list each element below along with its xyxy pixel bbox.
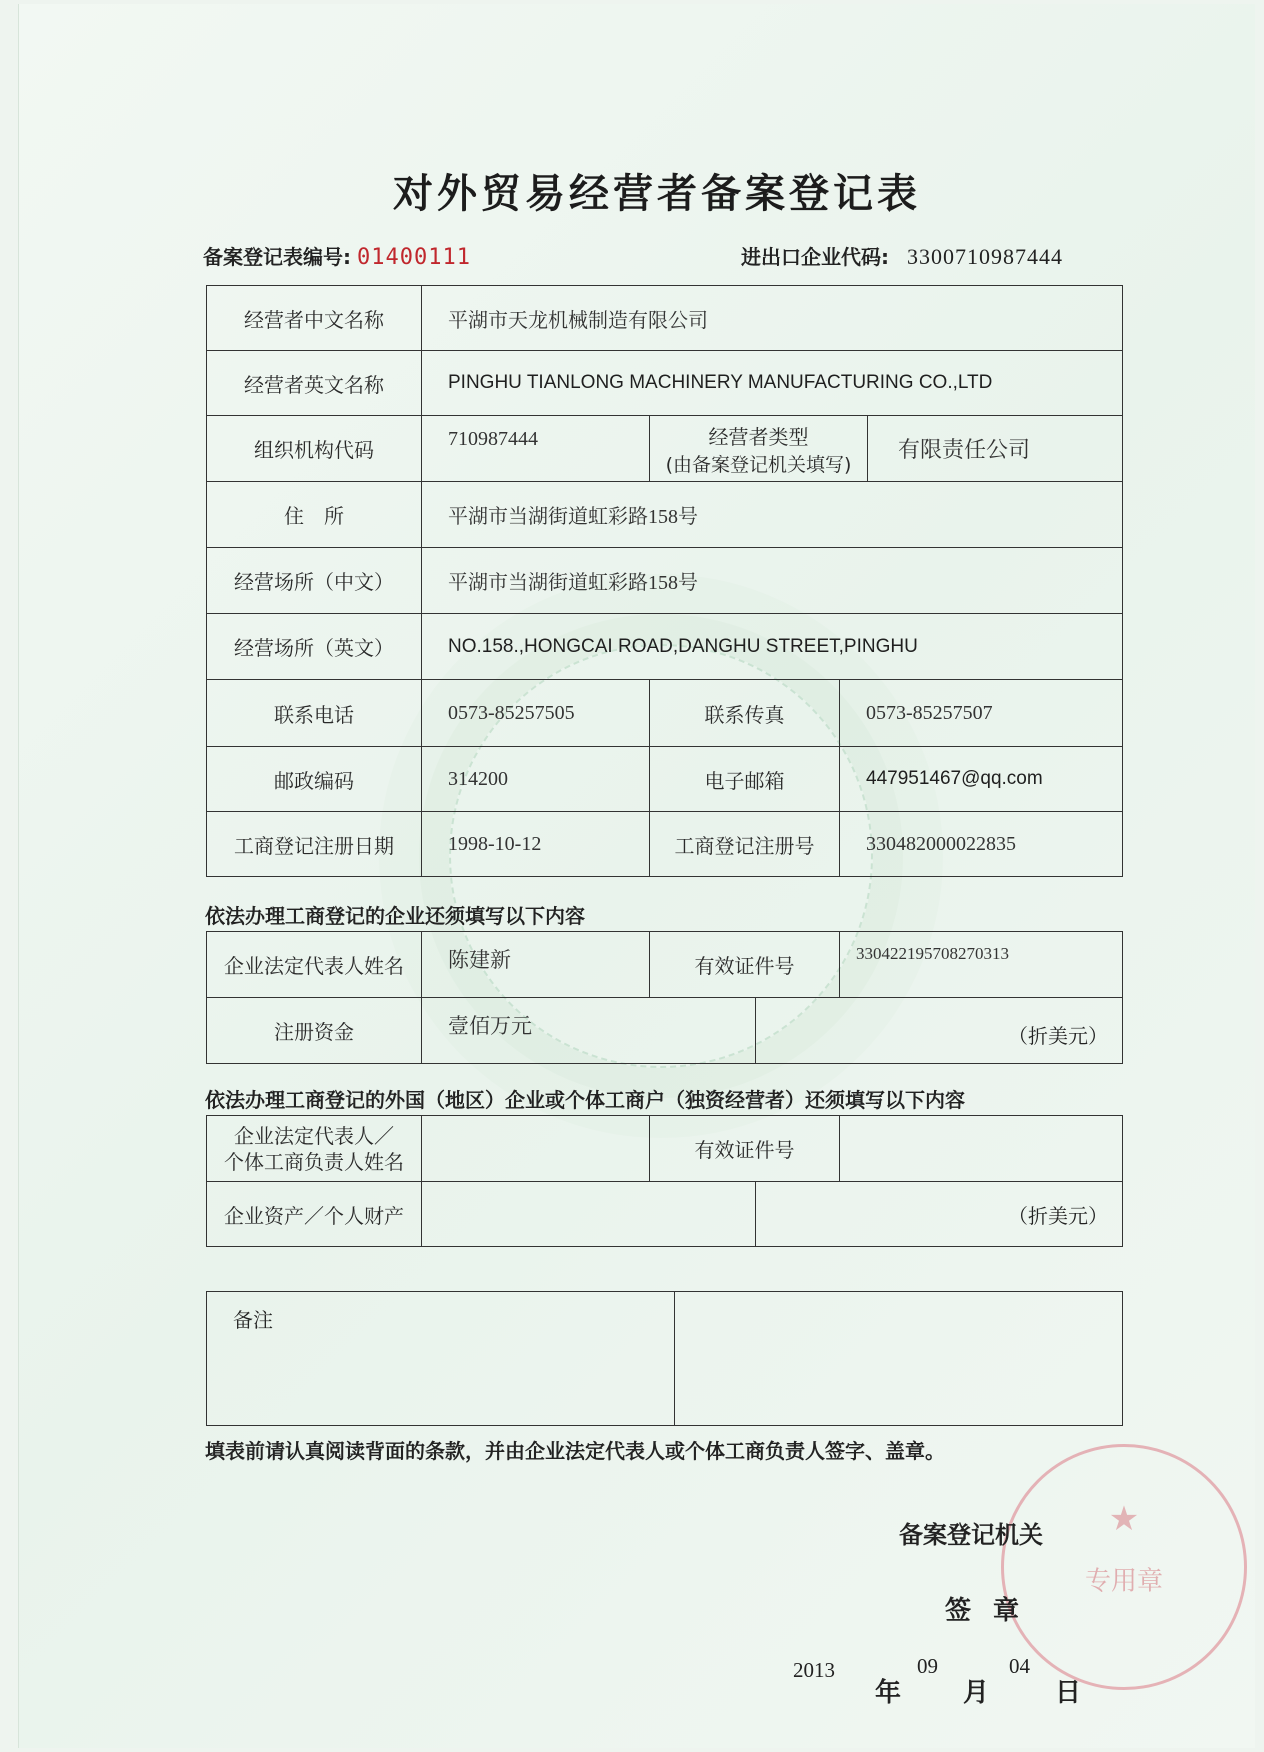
foreign-id-value (840, 1116, 1123, 1182)
reg-number (203, 241, 471, 270)
date-month: 09 (917, 1654, 938, 1678)
assets-label: 企业资产／个人财产 (207, 1182, 422, 1247)
en-name-value: PINGHU TIANLONG MACHINERY MANUFACTURING CO.,LTD (422, 351, 1123, 416)
date-day-unit: 日 (1055, 1678, 1082, 1708)
section-title-foreign: 依法办理工商登记的外国（地区）企业或个体工商户（独资经营者）还须填写以下内容 (205, 1088, 965, 1112)
email-label: 电子邮箱 (650, 747, 840, 812)
legal-rep-label: 企业法定代表人姓名 (207, 932, 422, 998)
reg-number-value: 01400111 (357, 245, 471, 270)
en-name-label: 经营者英文名称 (207, 351, 422, 416)
footer-note: 填表前请认真阅读背面的条款，并由企业法定代表人或个体工商负责人签字、盖章。 (205, 1439, 945, 1463)
phone-label: 联系电话 (207, 680, 422, 747)
site-en-value: NO.158.,HONGCAI ROAD,DANGHU STREET,PINGHU (422, 614, 1123, 680)
capital-label: 注册资金 (207, 998, 422, 1064)
main-info-table (206, 285, 1123, 877)
remarks-table (206, 1291, 1123, 1426)
foreign-table (206, 1115, 1123, 1247)
site-cn-value: 平湖市当湖街道虹彩路158号 (422, 548, 1123, 614)
remarks-value (675, 1292, 1123, 1426)
seal-star-icon: ★ (1108, 1499, 1140, 1539)
ie-code-value: 3300710987444 (907, 244, 1063, 269)
op-type-label (650, 416, 868, 482)
address-value: 平湖市当湖街道虹彩路158号 (422, 482, 1123, 548)
postcode-label: 邮政编码 (207, 747, 422, 812)
date-month-unit: 月 (963, 1678, 990, 1708)
reg-num-label: 工商登记注册号 (650, 812, 840, 877)
assets-value (422, 1182, 756, 1247)
official-seal (1001, 1444, 1247, 1690)
phone-value: 0573-85257505 (422, 680, 650, 747)
org-code-label: 组织机构代码 (207, 416, 422, 482)
rep-label (207, 1116, 422, 1182)
assets-usd-note: （折美元） (756, 1182, 1123, 1247)
op-type-value: 有限责任公司 (868, 416, 1123, 482)
site-en-label: 经营场所（英文） (207, 614, 422, 680)
capital-usd-note: （折美元） (756, 998, 1123, 1064)
postcode-value: 314200 (422, 747, 650, 812)
id-label: 有效证件号 (650, 932, 840, 998)
rep-value (422, 1116, 650, 1182)
id-value: 330422195708270313 (840, 932, 1123, 998)
fax-label: 联系传真 (650, 680, 840, 747)
sign-label: 签章 (945, 1596, 1042, 1626)
authority-label: 备案登记机关 (899, 1521, 1043, 1549)
org-code-value: 710987444 (422, 416, 650, 482)
op-type-label-line1: 经营者类型 (708, 424, 809, 449)
date-day: 04 (1009, 1654, 1030, 1678)
page-title: 对外贸易经营者备案登记表 (393, 171, 921, 217)
legal-rep-value: 陈建新 (422, 932, 650, 998)
reg-number-label: 备案登记表编号: (203, 245, 351, 269)
reg-date-value: 1998-10-12 (422, 812, 650, 877)
email-value: 447951467@qq.com (840, 747, 1123, 812)
date-year-unit: 年 (875, 1678, 902, 1708)
op-type-label-line2: (由备案登记机关填写) (665, 453, 852, 476)
capital-value: 壹佰万元 (422, 998, 756, 1064)
ie-code-label: 进出口企业代码: (741, 245, 889, 269)
site-cn-label: 经营场所（中文） (207, 548, 422, 614)
rep-label-line2: 个体工商负责人姓名 (224, 1149, 404, 1174)
cn-name-label: 经营者中文名称 (207, 286, 422, 351)
reg-date-label: 工商登记注册日期 (207, 812, 422, 877)
date-year: 2013 (793, 1658, 835, 1682)
cn-name-value: 平湖市天龙机械制造有限公司 (422, 286, 1123, 351)
enterprise-table (206, 931, 1123, 1064)
document-sheet (18, 4, 1255, 1748)
remarks-label: 备注 (207, 1292, 675, 1426)
address-label: 住 所 (207, 482, 422, 548)
section-title-enterprise: 依法办理工商登记的企业还须填写以下内容 (205, 904, 585, 928)
foreign-id-label: 有效证件号 (650, 1116, 840, 1182)
reg-num-value: 330482000022835 (840, 812, 1123, 877)
rep-label-line1: 企业法定代表人／ (234, 1123, 394, 1148)
seal-text: 专用章 (1084, 1566, 1164, 1597)
fax-value: 0573-85257507 (840, 680, 1123, 747)
ie-code (741, 241, 1063, 270)
